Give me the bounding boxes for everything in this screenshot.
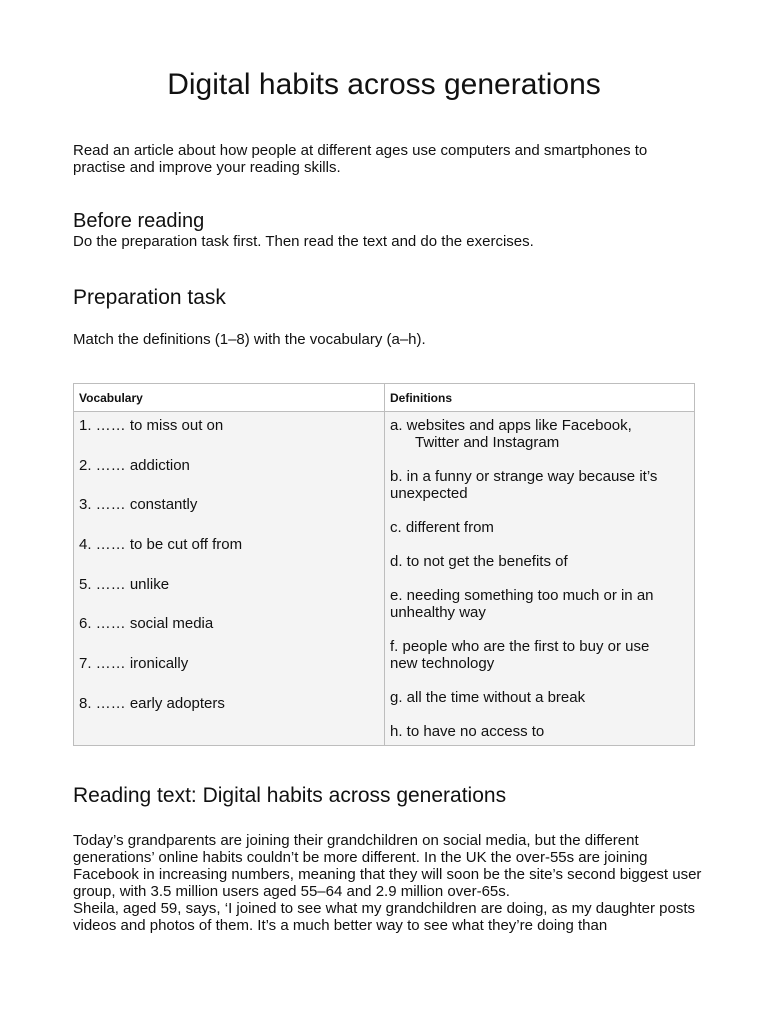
definition-text: d. to not get the benefits of [390,553,568,570]
vocabulary-item: 3. …… constantly [79,496,198,514]
definition-text: h. to have no access to [390,723,545,740]
definition-text: e. needing something too much or in an [390,587,654,604]
definition-text: c. different from [390,519,494,536]
definition-text: g. all the time without a break [390,689,586,706]
vocabulary-item: 5. …… unlike [79,575,170,593]
definition-item [390,689,689,706]
vocabulary-item: 2. …… addiction [79,456,190,474]
definition-text-continued: unexpected [390,485,468,502]
definition-text-continued: Twitter and Instagram [415,434,560,451]
vocabulary-item: 7. …… ironically [79,655,189,673]
vocabulary-item: 4. …… to be cut off from [79,536,243,554]
definition-item [390,553,689,570]
table-header-row [74,384,695,412]
definition-text-continued: unhealthy way [390,604,486,621]
vocabulary-table [73,383,695,746]
preparation-heading: Preparation task [73,286,226,309]
definition-text-continued: new technology [390,655,495,672]
vocabulary-cell [74,412,385,746]
definition-text: a. websites and apps like Facebook, [390,417,632,434]
header-vocabulary: Vocabulary [74,384,385,412]
reading-paragraph: Today’s grandparents are joining their grandchildren on social media, but the different generations’ online habits couldn’t be more different. In the UK the over-55s are joining Facebook in increasing numbers, meaning that they will soon be the site’s second biggest user group, with 3.5 million users aged 55–64 and 2.9 million over-65s. [73,832,702,900]
header-definitions: Definitions [385,384,695,412]
vocabulary-item: 1. …… to miss out on [79,417,224,434]
page-title: Digital habits across generations [167,68,601,101]
reading-text [73,832,703,934]
reading-heading: Reading text: Digital habits across generations [73,784,507,807]
preparation-instruction: Match the definitions (1–8) with the vocabulary (a–h). [73,331,426,348]
definition-text: b. in a funny or strange way because it’s [390,468,658,485]
definition-item [390,468,689,502]
table-row [74,412,695,746]
definition-item [390,519,689,536]
vocabulary-item: 8. …… early adopters [79,694,225,712]
intro-text: Read an article about how people at different ages use computers and smartphones to practise and improve your reading skills. [73,142,648,176]
before-reading-text: Do the preparation task first. Then read the text and do the exercises. [73,233,534,250]
definition-item [390,638,689,672]
definition-item [390,417,689,451]
before-reading-heading: Before reading [73,210,205,232]
definition-item [390,587,689,621]
vocabulary-item: 6. …… social media [79,615,214,633]
reading-paragraph: Sheila, aged 59, says, ‘I joined to see what my grandchildren are doing, as my daughter posts videos and photos of them. It’s a much better way to see what they’re doing than [73,900,696,934]
definition-text: f. people who are the first to buy or use [390,638,650,655]
definition-item [390,723,689,740]
definitions-cell [385,412,695,746]
